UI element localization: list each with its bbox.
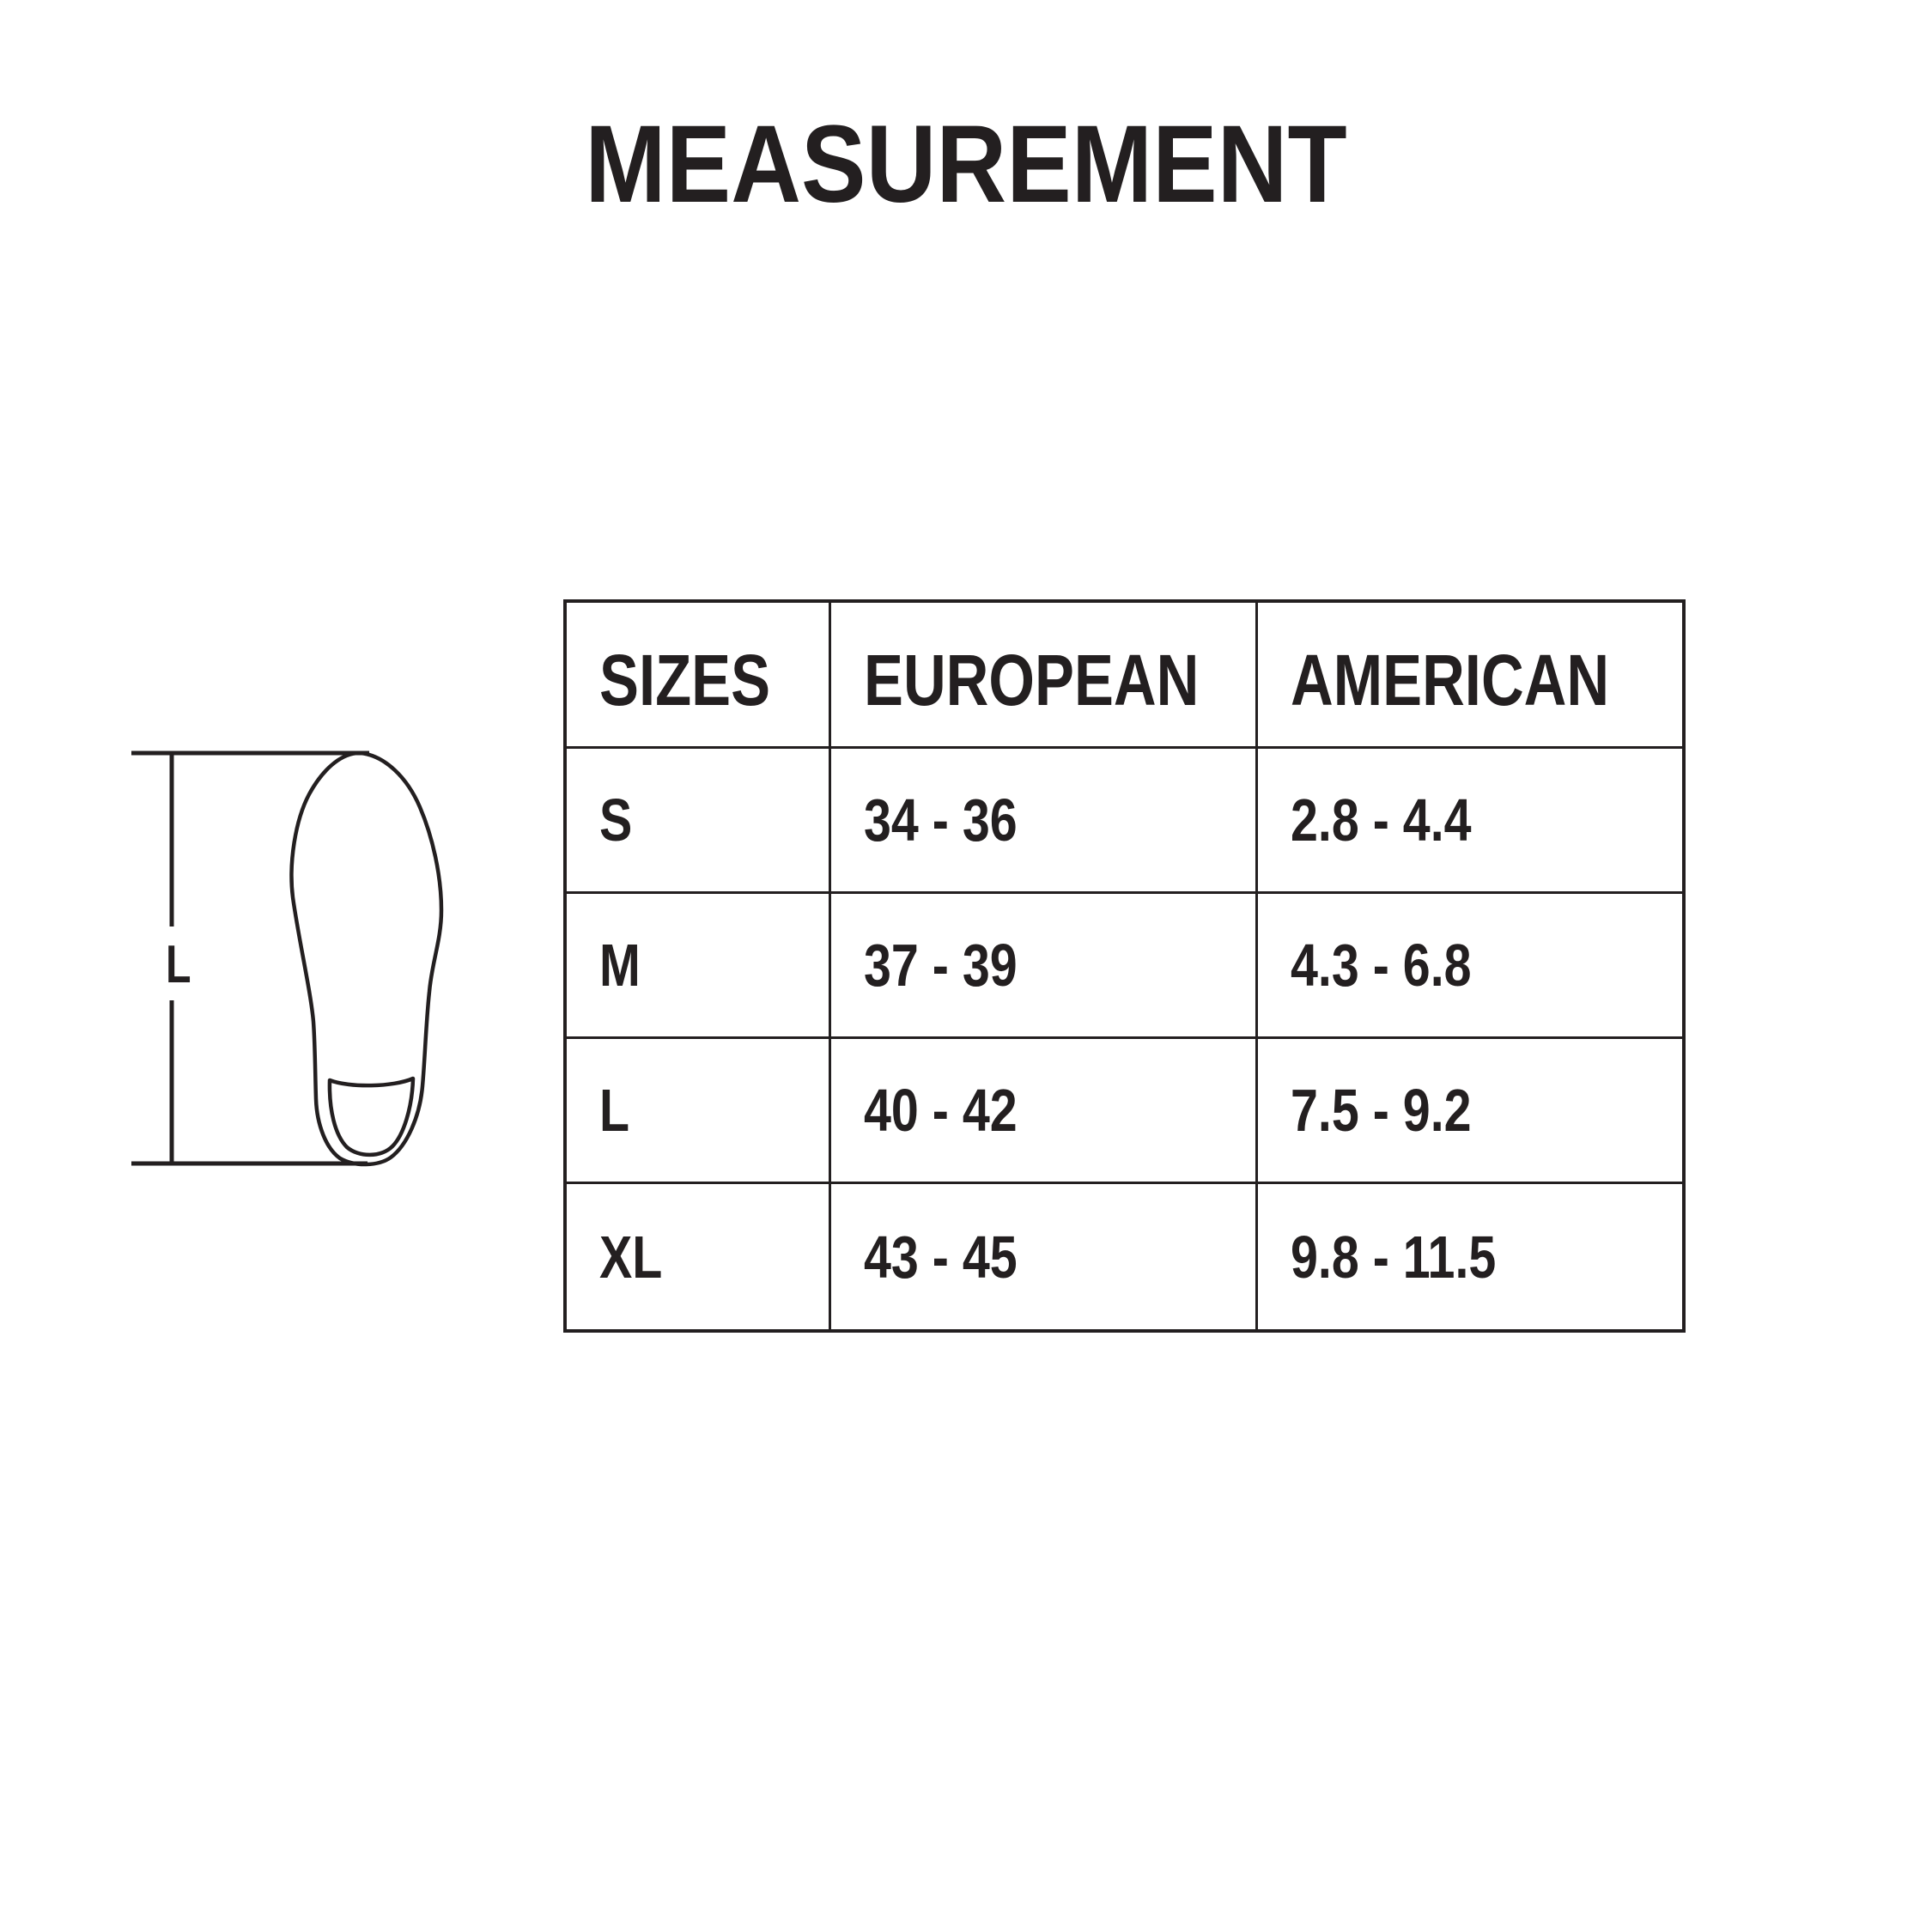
- table-row-xl-american: [1258, 1184, 1682, 1329]
- shoe-sole-diagram: [120, 734, 472, 1181]
- european-value: 34 - 36: [864, 787, 1018, 854]
- size-value: XL: [599, 1223, 663, 1291]
- table-row-l-american: [1258, 1039, 1682, 1184]
- size-value: S: [599, 787, 633, 854]
- american-value: 2.8 - 4.4: [1291, 787, 1472, 854]
- heel-cap-outline-icon: [330, 1078, 413, 1155]
- page-title: MEASUREMENT: [585, 103, 1347, 226]
- table-header-european-label: EUROPEAN: [864, 640, 1200, 720]
- size-table: [563, 599, 1686, 1333]
- dimension-label: L: [166, 934, 191, 994]
- sole-outline-icon: [292, 753, 441, 1164]
- table-header-american: [1258, 603, 1682, 749]
- table-row-m-size: [567, 894, 831, 1039]
- table-row-xl-european: [831, 1184, 1258, 1329]
- size-value: L: [599, 1077, 630, 1144]
- table-header-american-label: AMERICAN: [1291, 640, 1610, 720]
- table-row-m-american: [1258, 894, 1682, 1039]
- table-row-s-size: [567, 749, 831, 894]
- american-value: 4.3 - 6.8: [1291, 932, 1472, 999]
- table-row-l-european: [831, 1039, 1258, 1184]
- table-row-s-american: [1258, 749, 1682, 894]
- european-value: 40 - 42: [864, 1077, 1018, 1144]
- table-row-xl-size: [567, 1184, 831, 1329]
- european-value: 37 - 39: [864, 932, 1018, 999]
- table-header-sizes: [567, 603, 831, 749]
- european-value: 43 - 45: [864, 1223, 1018, 1291]
- table-header-european: [831, 603, 1258, 749]
- american-value: 9.8 - 11.5: [1291, 1223, 1497, 1291]
- table-row-m-european: [831, 894, 1258, 1039]
- table-row-l-size: [567, 1039, 831, 1184]
- table-header-sizes-label: SIZES: [599, 640, 771, 720]
- table-row-s-european: [831, 749, 1258, 894]
- size-value: M: [599, 932, 641, 999]
- american-value: 7.5 - 9.2: [1291, 1077, 1472, 1144]
